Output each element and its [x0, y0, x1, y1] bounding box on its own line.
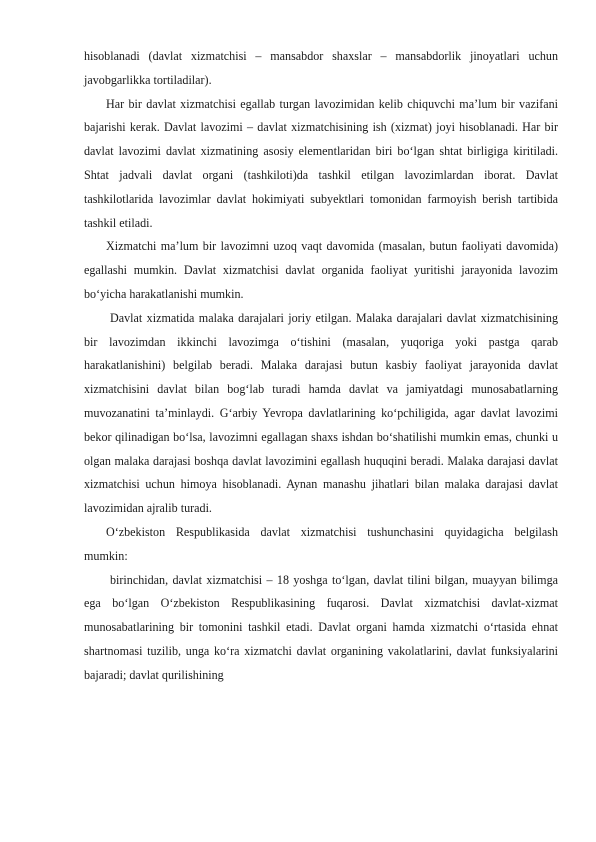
- document-page: [84, 45, 558, 688]
- paragraph-qualification-levels: Davlat xizmatida malaka darajalari joriy etilgan. Malaka darajalari davlat xizmatchisining bir lavozimdan ikkinchi lavozimga o‘tishini (masalan, yuqoriga yoki pastga qarab harakatlanishini) belgilab beradi. Malaka darajasi butun kasbiy faoliyat jarayonida davlat xizmatchisini davlat bilan bog‘lab turadi hamda davlat va jamiyatdagi munosabatlarning muvozanatini ta’minlaydi. G‘arbiy Yevropa davlatlarining ko‘pchiligida, agar davlat lavozimi bekor qilinadigan bo‘lsa, lavozimni egallagan shaxs ishdan bo‘shatilishi mumkin emas, chunki u olgan malaka darajasi boshqa davlat lavozimini egallash huquqini beradi. Malaka darajasi davlat xizmatchisi uchun himoya hisoblanadi. Aynan manashu jihatlari bilan malaka darajasi davlat lavozimidan ajralib turadi.: [84, 310, 558, 516]
- paragraph-continuation: hisoblanadi (davlat xizmatchisi – mansabdor shaxslar – mansabdorlik jinoyatlari uchun javobgarlikka tortiladilar).: [84, 49, 558, 87]
- paragraph-firstly: birinchidan, davlat xizmatchisi – 18 yoshga to‘lgan, davlat tilini bilgan, muayyan bilimga ega bo‘lgan O‘zbekiston Respublikasining fuqarosi. Davlat xizmatchisi davlat-xizmat munosabatlarining bir tomonini tashkil etadi. Davlat organi hamda xizmatchi o‘rtasida ehnat shartnomasi tuzilib, unga ko‘ra xizmatchi davlat organining vakolatlarini, davlat funksiyalarini bajaradi; davlat qurilishining: [84, 572, 558, 682]
- paragraph-long-term-position: Xizmatchi ma’lum bir lavozimni uzoq vaqt davomida (masalan, butun faoliyati davomida) egallashi mumkin. Davlat xizmatchisi davlat organida faoliyat yuritishi jarayonida lavozim bo‘yicha harakatlanishi mumkin.: [84, 239, 558, 301]
- paragraph-uzbekistan-definition: O‘zbekiston Respublikasida davlat xizmatchisi tushunchasini quyidagicha belgilash mumkin:: [84, 524, 558, 563]
- paragraph-civil-servant-position: Har bir davlat xizmatchisi egallab turgan lavozimidan kelib chiquvchi ma’lum bir vazifani bajarishi kerak. Davlat lavozimi – davlat xizmatchisining ish (xizmat) joyi hisoblanadi. Har bir davlat lavozimi davlat xizmatining asosiy elementlaridan biri bo‘lgan shtat birligiga kiritiladi. Shtat jadvali davlat organi (tashkiloti)da tashkil etilgan lavozimlardan iborat. Davlat tashkilotlarida lavozimlar davlat hokimiyati subyektlari tomonidan farmoyish berish tartibida tashkil etiladi.: [84, 96, 558, 230]
